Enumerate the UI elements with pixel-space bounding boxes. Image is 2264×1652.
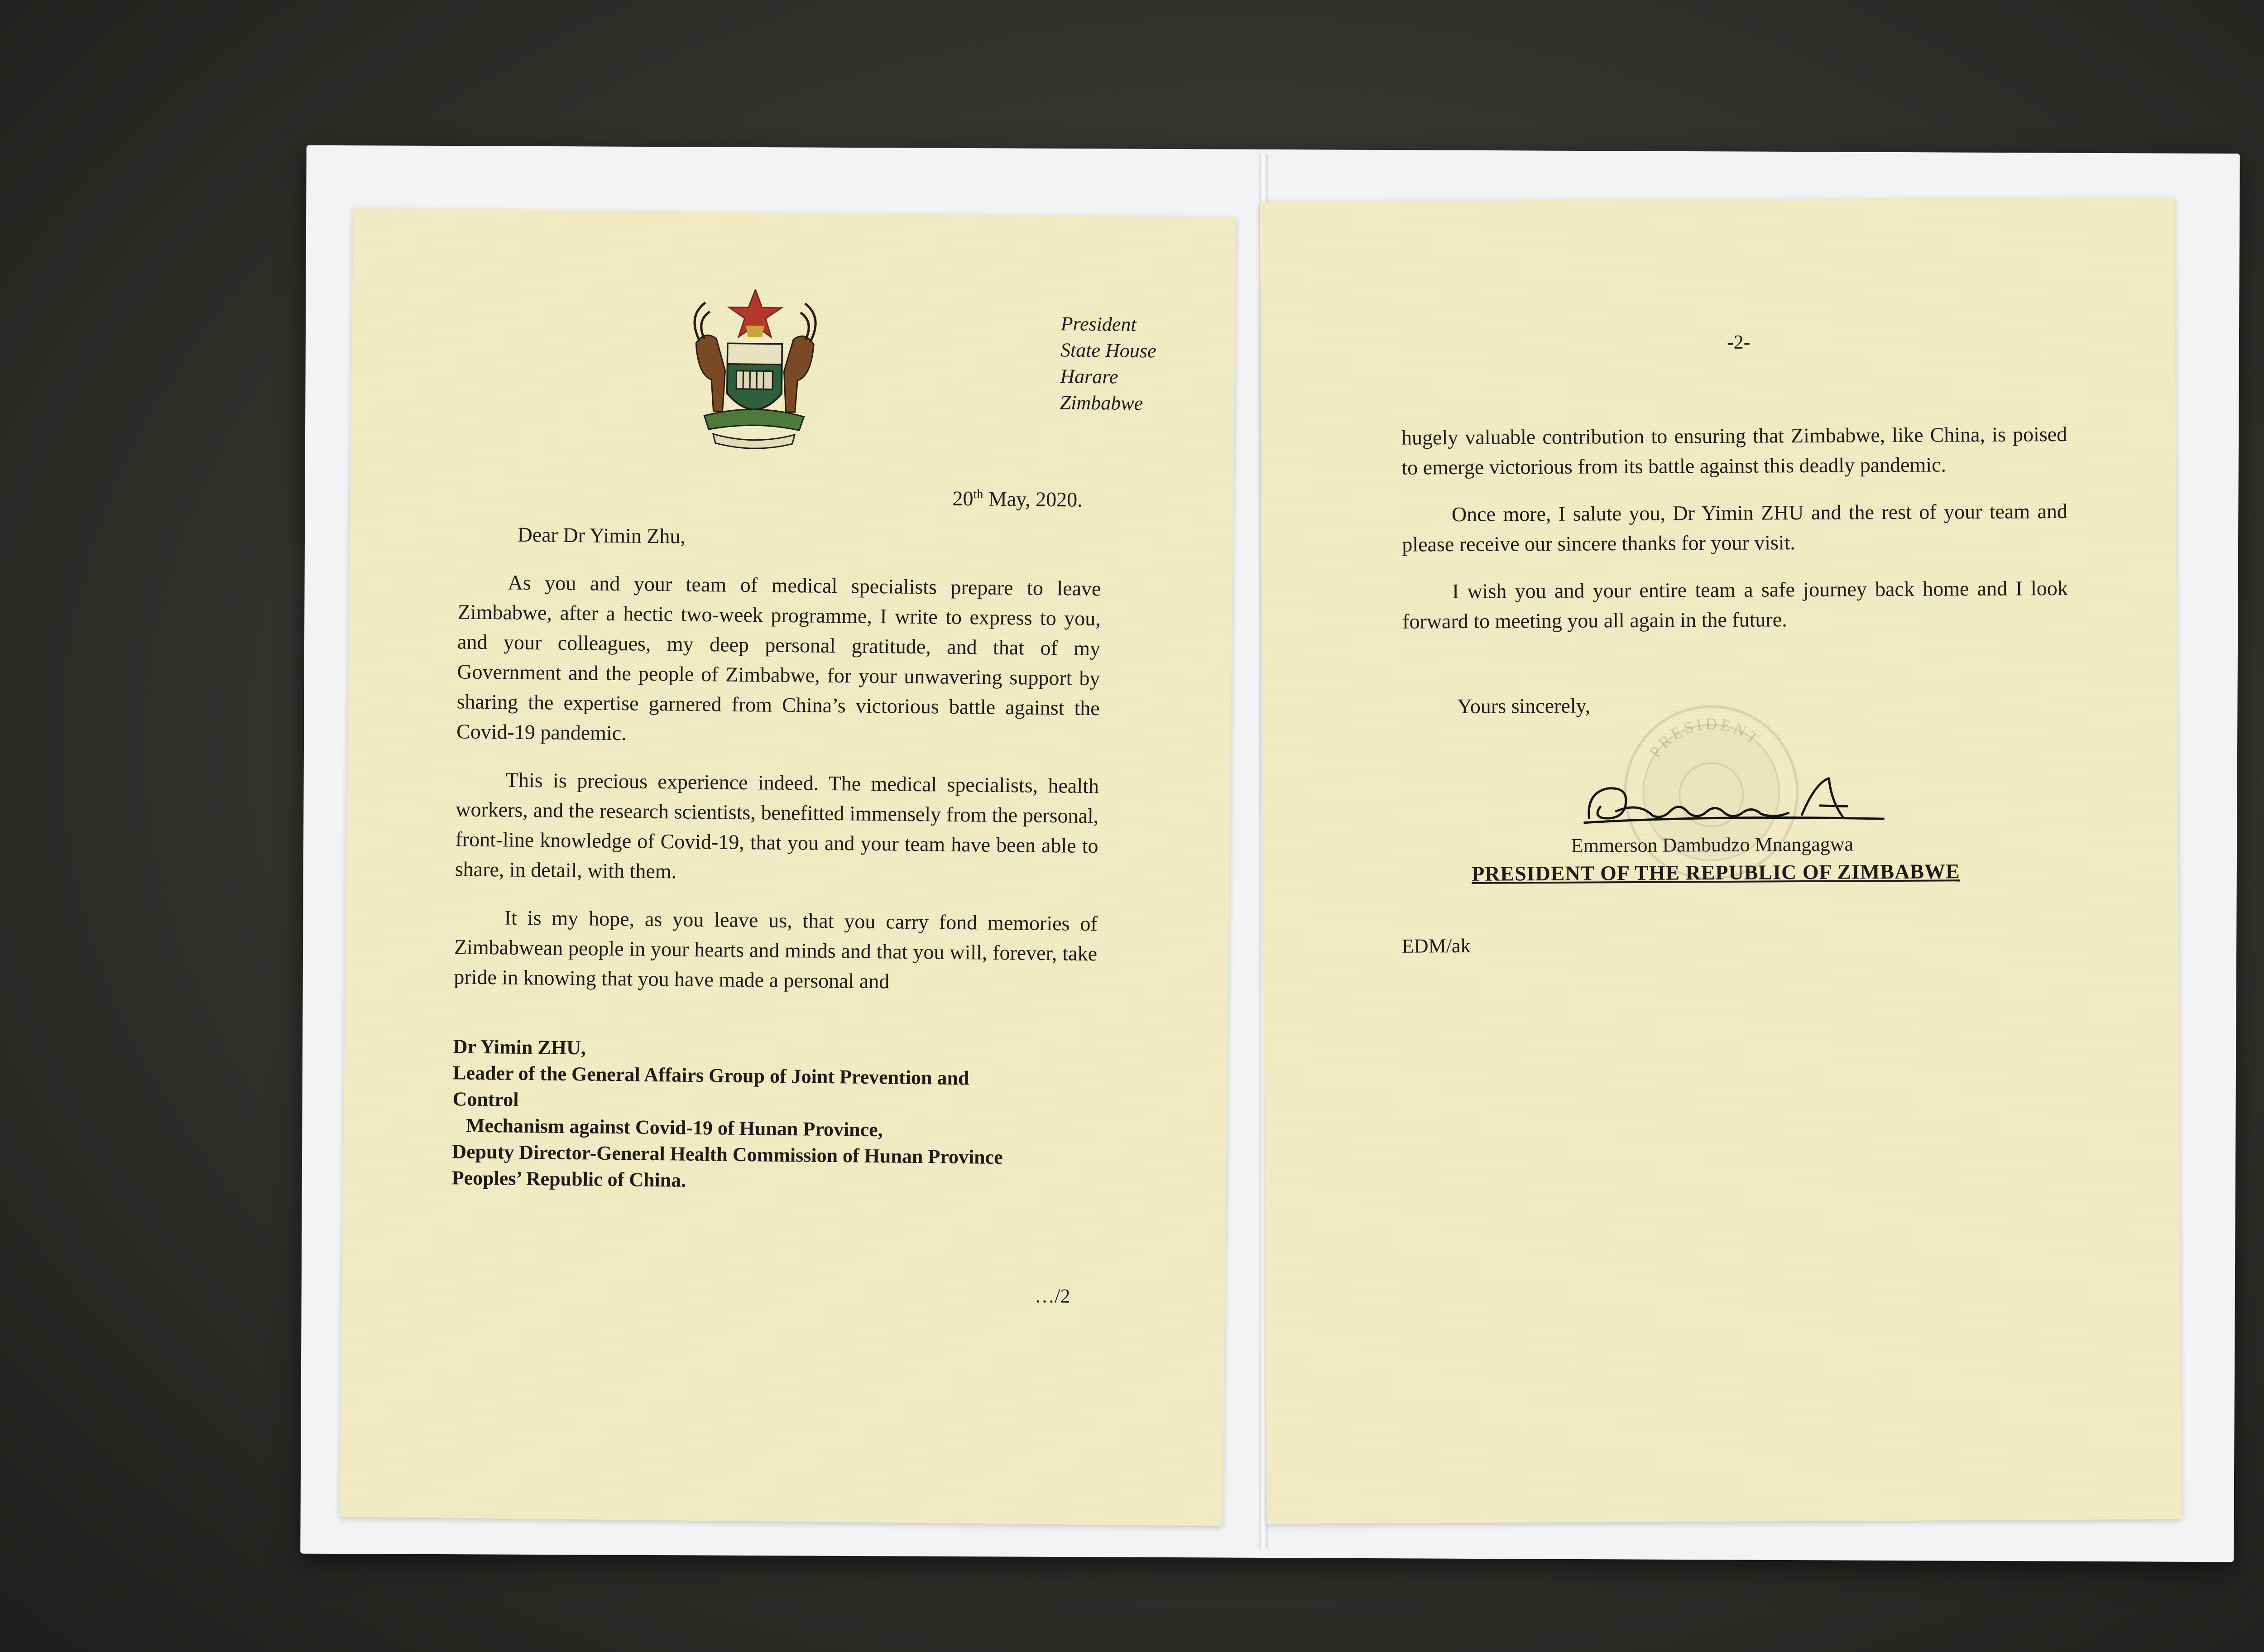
sender-address bbox=[1060, 311, 1156, 417]
address-line: President bbox=[1060, 312, 1137, 336]
continued-marker: …/2 bbox=[1034, 1284, 1070, 1307]
date-suffix: th bbox=[973, 487, 983, 502]
body-paragraph: Once more, I salute you, Dr Yimin ZHU and the rest of your team and please receive our sincere thanks for your visit. bbox=[1402, 499, 2068, 556]
body-paragraph: This is precious experience indeed. The medical specialists, health workers, and the research scientists, benefitted immensely from the personal, front-line knowledge of Covid-19, that you and your team have been able to share, in detail, with them. bbox=[455, 768, 1099, 883]
signatory-name: Emmerson Dambudzo Mnangagwa bbox=[1571, 833, 1854, 857]
signature-icon bbox=[1575, 773, 1902, 839]
closing: Yours sincerely, bbox=[1457, 694, 1591, 718]
address-line: State House bbox=[1060, 339, 1156, 362]
address-line: Harare bbox=[1060, 365, 1118, 388]
reference-initials: EDM/ak bbox=[1401, 934, 1471, 957]
salutation: Dear Dr Yimin Zhu, bbox=[517, 523, 686, 548]
body-paragraph: It is my hope, as you leave us, that you carry fond memories of Zimbabwean people in your hearts and minds and that you will, forever, take pride in knowing that you have made a personal and bbox=[454, 906, 1098, 993]
address-line: Zimbabwe bbox=[1060, 391, 1143, 415]
coat-of-arms-icon bbox=[677, 288, 833, 453]
recipient-line: Control bbox=[452, 1088, 519, 1111]
letter-body bbox=[454, 567, 1101, 1017]
body-paragraph: As you and your team of medical specialists prepare to leave Zimbabwe, after a hectic two-week programme, I write to express to you, and your colleagues, my deep personal gratitude, and that of my Government and the people of Zimbabwe, for your unwavering support by sharing the expertise garnered from China’s victorious battle against the Covid-19 pandemic. bbox=[456, 571, 1101, 745]
recipient-line: Peoples’ Republic of China. bbox=[451, 1167, 686, 1191]
body-paragraph: hugely valuable contribution to ensuring that Zimbabwe, like China, is poised to emerge victorious from its battle against this deadly pandemic. bbox=[1401, 422, 2067, 479]
recipient-line: Mechanism against Covid-19 of Hunan Province, bbox=[465, 1114, 883, 1141]
page-number: -2- bbox=[1727, 331, 1751, 353]
signatory-title: PRESIDENT OF THE REPUBLIC OF ZIMBABWE bbox=[1472, 860, 1960, 885]
letter-date bbox=[952, 486, 1083, 512]
letter-page-two bbox=[1260, 197, 2181, 1524]
letter-page-one bbox=[340, 208, 1236, 1526]
recipient-line: Leader of the General Affairs Group of Joint Prevention and bbox=[452, 1061, 969, 1090]
recipient-line: Deputy Director-General Health Commission of Hunan Province bbox=[452, 1140, 1003, 1169]
recipient-block bbox=[451, 1033, 1123, 1198]
date-day: 20 bbox=[952, 486, 974, 510]
letter-body bbox=[1401, 419, 2068, 654]
date-rest: May, 2020. bbox=[983, 487, 1083, 511]
svg-text:PRESIDENT: PRESIDENT bbox=[1645, 714, 1764, 761]
body-paragraph: I wish you and your entire team a safe journey back home and I look forward to meeting you all again in the future. bbox=[1402, 576, 2068, 633]
recipient-line: Dr Yimin ZHU, bbox=[453, 1035, 586, 1059]
